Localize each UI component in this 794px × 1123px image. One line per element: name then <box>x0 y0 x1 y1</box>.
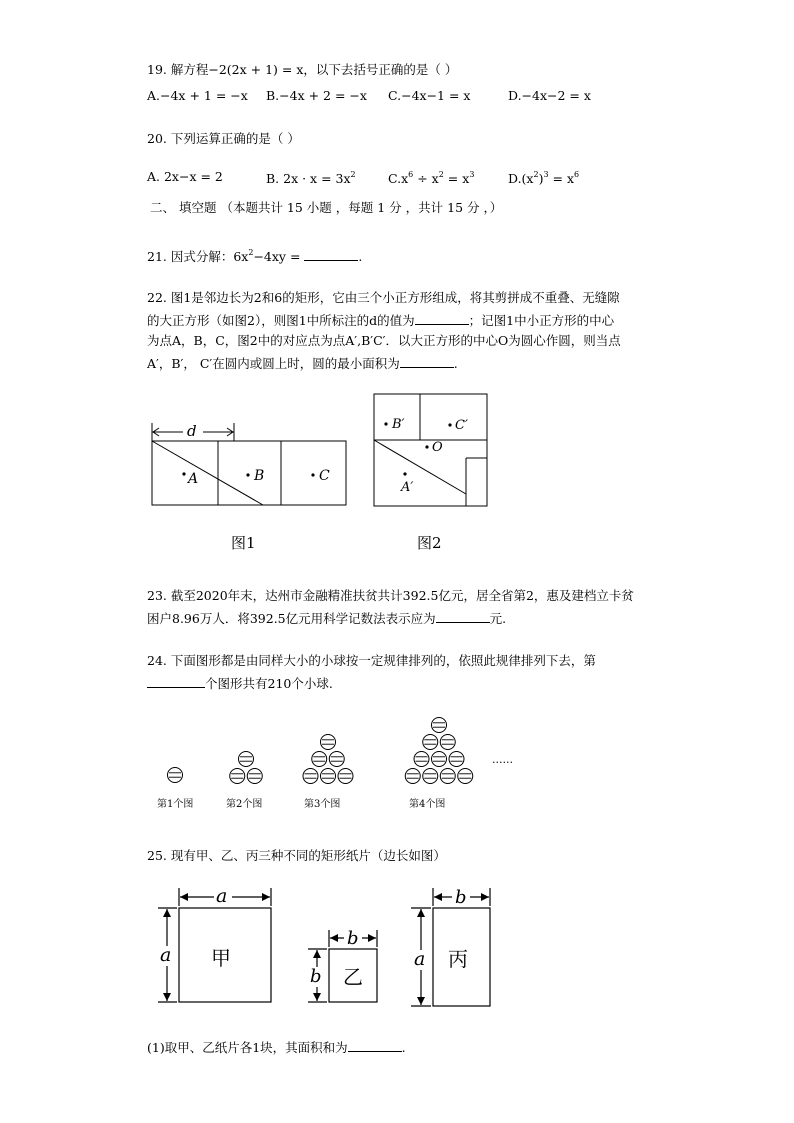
q22-line-3: 为点A，B，C，图2中的对应点为点A′,B′C′．以大正方形的中心O为圆心作圆，则当点 <box>147 333 621 348</box>
q19-stem: 19. 解方程−2(2x + 1) = x，以下去括号正确的是（ ） <box>147 62 458 77</box>
q20-option-c: $C.x^6 \div x^2 = x^3$ <box>388 170 475 186</box>
fig1-label-c: C <box>319 468 330 484</box>
q21-text: 21. 因式分解：$6x^2-4xy$ = . <box>147 248 363 264</box>
yi-side-label: b <box>310 966 322 987</box>
q24-line-2: 个图形共有210个小球. <box>147 677 333 691</box>
q24-line-1: 24. 下面图形都是由同样大小的小球按一定规律排列的，依照此规律排列下去，第 <box>147 653 596 668</box>
fig2-label-c: C′ <box>455 418 468 433</box>
q22-line-2: 的大正方形（如图2），则图1中所标注的d的值为 ；记图1中小正方形的中心 <box>147 313 615 328</box>
q22-line-4: A′，B′， C′在圆内或圆上时，圆的最小面积为 . <box>147 356 458 371</box>
bing-top-label: b <box>455 887 467 908</box>
fig2-caption: 图2 <box>417 534 442 552</box>
ball-caption-1: 第1个图 <box>157 799 194 810</box>
q19-option-b: B.−4x + 2 = −x <box>266 88 367 103</box>
q23-line-2: 困户8.96万人．将392.5亿元用科学记数法表示应为 元. <box>147 611 507 626</box>
q20-option-d: $D.(x^2)^3 = x^6$ <box>508 170 580 186</box>
jia-top-label: a <box>216 885 228 907</box>
q20-option-b: B. $2x \cdot x = 3x^2$ <box>266 170 356 186</box>
ball-caption-4: 第4个图 <box>409 799 446 810</box>
fig1-caption: 图1 <box>231 534 256 552</box>
q19-option-d: D.−4x−2 = x <box>508 88 591 103</box>
bing-side-label: a <box>414 948 426 970</box>
q22-line-1: 22. 图1是邻边长为2和6的矩形，它由三个小正方形组成，将其剪拼成不重叠、无缝隙 <box>147 290 620 305</box>
q19-option-a: A.−4x + 1 = −x <box>147 88 248 103</box>
jia-side-label: a <box>160 944 172 966</box>
jia-label: 甲 <box>211 946 231 970</box>
fig2-label-b: B′ <box>392 417 405 432</box>
q25-part-1: (1)取甲、乙纸片各1块，其面积和为 . <box>147 1040 406 1055</box>
fig2-label-a: A′ <box>401 480 414 495</box>
ball-caption-2: 第2个图 <box>226 799 263 810</box>
fig1-label-d: d <box>187 422 197 440</box>
yi-label: 乙 <box>343 965 363 989</box>
bing-label: 丙 <box>448 947 468 971</box>
q20-option-a: A. 2x−x = 2 <box>147 169 223 184</box>
q19-option-c: C.−4x−1 = x <box>388 88 471 103</box>
fig1-label-b: B <box>254 468 265 484</box>
ball-caption-3: 第3个图 <box>304 799 341 810</box>
q20-stem: 20. 下列运算正确的是（ ） <box>147 131 300 146</box>
q25-stem: 25. 现有甲、乙、丙三种不同的矩形纸片（边长如图） <box>147 848 446 863</box>
ball-pattern-ellipsis: ...... <box>492 753 513 766</box>
q23-line-1: 23. 截至2020年末，达州市金融精准扶贫共计392.5亿元，居全省第2，惠及建档立卡贫 <box>147 588 634 603</box>
section-heading: 二、 填空题 （本题共计 15 小题 ，每题 1 分 ，共计 15 分 ，） <box>150 200 503 215</box>
yi-top-label: b <box>347 928 359 949</box>
fig2-label-o: O <box>432 440 443 455</box>
fig1-label-a: A <box>188 471 199 487</box>
